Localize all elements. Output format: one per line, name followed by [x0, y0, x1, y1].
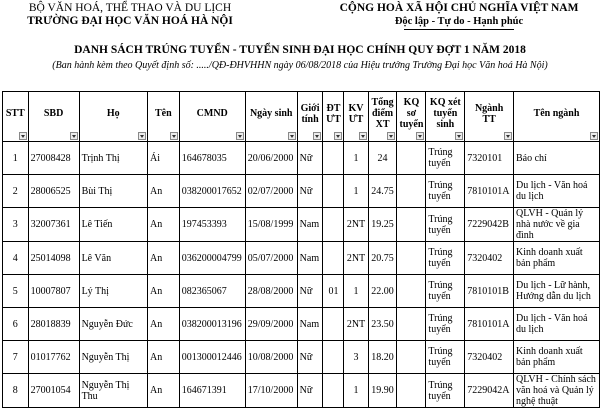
table-cell: [323, 341, 344, 374]
column-header: [179, 92, 245, 142]
table-cell: Nữ: [297, 341, 323, 374]
table-cell: 27001054: [28, 374, 79, 408]
document-title: DANH SÁCH TRÚNG TUYỂN - TUYỂN SINH ĐẠI HỌC CHÍNH QUY ĐỢT 1 NĂM 2018: [74, 44, 526, 56]
table-cell: An: [148, 175, 180, 208]
filter-dropdown-icon[interactable]: [313, 132, 321, 140]
table-cell: [397, 175, 426, 208]
column-header: [344, 92, 368, 142]
table-cell: 197453393: [179, 208, 245, 242]
table-cell: 28/08/2000: [245, 275, 297, 308]
table-cell: 15/08/1999: [245, 208, 297, 242]
table-cell: 19.25: [368, 208, 397, 242]
table-cell: Bùi Thị: [79, 175, 147, 208]
table-cell: Du lịch - Văn hoá du lịch: [514, 308, 600, 341]
table-cell: 7810101B: [465, 275, 514, 308]
table-cell: Báo chí: [514, 142, 600, 175]
table-cell: Nữ: [297, 175, 323, 208]
table-cell: 20.75: [368, 242, 397, 275]
table-cell: 001300012446: [179, 341, 245, 374]
table-cell: 1: [344, 374, 368, 408]
table-cell: 02/07/2000: [245, 175, 297, 208]
column-header-label: Ngành TT: [474, 102, 504, 125]
table-cell: [397, 374, 426, 408]
table-cell: QLVH - Quản lý nhà nước về gia đình: [514, 208, 600, 242]
table-cell: An: [148, 308, 180, 341]
table-cell: Trịnh Thị: [79, 142, 147, 175]
column-header-label: Tên: [155, 108, 172, 119]
table-cell: Lê Văn: [79, 242, 147, 275]
table-cell: 038200017652: [179, 175, 245, 208]
column-header-label: Họ: [106, 108, 120, 119]
filter-dropdown-icon[interactable]: [170, 132, 178, 140]
filter-dropdown-icon[interactable]: [416, 132, 424, 140]
table-cell: Nam: [297, 242, 323, 275]
table-cell: Nguyễn Đức: [79, 308, 147, 341]
table-cell: 5: [3, 275, 29, 308]
table-cell: 082365067: [179, 275, 245, 308]
column-header-label: KQ xét tuyển sinh: [429, 97, 461, 130]
column-header: [3, 92, 29, 142]
table-cell: Trúng tuyển: [426, 275, 465, 308]
table-cell: [397, 242, 426, 275]
table-cell: Ái: [148, 142, 180, 175]
admission-table: [2, 91, 600, 408]
school-name: TRƯỜNG ĐẠI HỌC VĂN HOÁ HÀ NỘI: [27, 15, 233, 27]
table-cell: 2NT: [344, 242, 368, 275]
table-cell: Kinh doanh xuất bản phẩm: [514, 341, 600, 374]
table-cell: 1: [344, 175, 368, 208]
table-cell: Trúng tuyển: [426, 142, 465, 175]
table-cell: Nữ: [297, 374, 323, 408]
table-cell: [397, 208, 426, 242]
column-header-label: SBD: [43, 108, 64, 119]
table-cell: 22.00: [368, 275, 397, 308]
table-row: [3, 175, 600, 208]
table-row: [3, 275, 600, 308]
table-cell: [323, 308, 344, 341]
column-header: [297, 92, 323, 142]
table-cell: 32007361: [28, 208, 79, 242]
table-cell: Trúng tuyển: [426, 208, 465, 242]
column-header: [28, 92, 79, 142]
table-cell: 3: [344, 341, 368, 374]
table-cell: 7320101: [465, 142, 514, 175]
table-cell: [397, 142, 426, 175]
column-header-label: KQ sơ tuyển: [399, 97, 424, 130]
table-cell: 164678035: [179, 142, 245, 175]
table-cell: 7810101A: [465, 175, 514, 208]
table-cell: 7: [3, 341, 29, 374]
table-cell: 164671391: [179, 374, 245, 408]
table-cell: [323, 374, 344, 408]
filter-dropdown-icon[interactable]: [504, 132, 512, 140]
table-row: [3, 341, 600, 374]
table-cell: Lê Tiến: [79, 208, 147, 242]
table-cell: 2NT: [344, 208, 368, 242]
table-cell: [397, 341, 426, 374]
table-row: [3, 242, 600, 275]
table-cell: 036200004799: [179, 242, 245, 275]
column-header-label: Ngày sinh: [249, 108, 293, 119]
table-cell: 1: [3, 142, 29, 175]
ministry-name: BỘ VĂN HOÁ, THỂ THAO VÀ DU LỊCH: [28, 2, 232, 14]
filter-dropdown-icon[interactable]: [590, 132, 598, 140]
table-cell: 29/09/2000: [245, 308, 297, 341]
table-cell: 10/08/2000: [245, 341, 297, 374]
table-cell: 01017762: [28, 341, 79, 374]
table-cell: An: [148, 374, 180, 408]
table-cell: 28018839: [28, 308, 79, 341]
table-cell: Nguyễn Thị: [79, 341, 147, 374]
national-motto: Độc lập - Tự do - Hạnh phúc: [394, 16, 524, 27]
column-header: [323, 92, 344, 142]
table-cell: 7320402: [465, 341, 514, 374]
table-cell: Trúng tuyển: [426, 341, 465, 374]
table-cell: [397, 275, 426, 308]
table-cell: An: [148, 275, 180, 308]
table-cell: Nữ: [297, 142, 323, 175]
column-header-label: Tổng điểm XT: [371, 97, 394, 130]
table-cell: Trúng tuyển: [426, 175, 465, 208]
column-header-label: STT: [5, 108, 25, 119]
column-header-label: Tên ngành: [533, 108, 580, 119]
table-row: [3, 374, 600, 408]
table-cell: 7320402: [465, 242, 514, 275]
column-header: [368, 92, 397, 142]
filter-dropdown-icon[interactable]: [236, 132, 244, 140]
table-cell: 7810101A: [465, 308, 514, 341]
table-cell: [323, 175, 344, 208]
filter-dropdown-icon[interactable]: [19, 132, 27, 140]
column-header: [397, 92, 426, 142]
country-name: CỘNG HOÀ XÃ HỘI CHỦ NGHĨA VIỆT NAM: [339, 2, 579, 14]
table-cell: [323, 208, 344, 242]
column-header: [426, 92, 465, 142]
table-cell: An: [148, 242, 180, 275]
motto-underline: [404, 29, 514, 30]
column-header-label: CMND: [196, 108, 228, 119]
table-cell: 05/07/2000: [245, 242, 297, 275]
table-cell: Nữ: [297, 275, 323, 308]
table-cell: 2: [3, 175, 29, 208]
table-cell: 27008428: [28, 142, 79, 175]
table-cell: 6: [3, 308, 29, 341]
table-cell: 1: [344, 275, 368, 308]
column-header: [148, 92, 180, 142]
filter-dropdown-icon[interactable]: [70, 132, 78, 140]
table-cell: 1: [344, 142, 368, 175]
document-subtitle: (Ban hành kèm theo Quyết định số: ...../QĐ-ĐHVHHN ngày 06/08/2018 của Hiệu trưởng Trường Đại học Văn hoá Hà Nội): [52, 60, 548, 71]
table-cell: Nam: [297, 308, 323, 341]
table-cell: Trúng tuyển: [426, 374, 465, 408]
table-cell: An: [148, 341, 180, 374]
table-cell: Du lịch - Văn hoá du lịch: [514, 175, 600, 208]
table-cell: 7229042A: [465, 374, 514, 408]
table-cell: Lý Thị: [79, 275, 147, 308]
table-cell: 10007807: [28, 275, 79, 308]
table-cell: 038200013196: [179, 308, 245, 341]
filter-dropdown-icon[interactable]: [288, 132, 296, 140]
table-cell: [323, 242, 344, 275]
table-cell: 3: [3, 208, 29, 242]
table-cell: 18.20: [368, 341, 397, 374]
table-cell: 24.75: [368, 175, 397, 208]
table-cell: 4: [3, 242, 29, 275]
table-cell: An: [148, 208, 180, 242]
table-cell: [323, 142, 344, 175]
filter-dropdown-icon[interactable]: [455, 132, 463, 140]
filter-dropdown-icon[interactable]: [387, 132, 395, 140]
table-cell: 24: [368, 142, 397, 175]
header-left: [0, 2, 260, 28]
header-right: [318, 2, 600, 30]
table-cell: 2NT: [344, 308, 368, 341]
table-cell: 7229042B: [465, 208, 514, 242]
table-cell: Nam: [297, 208, 323, 242]
filter-dropdown-icon[interactable]: [359, 132, 367, 140]
table-cell: 01: [323, 275, 344, 308]
table-cell: Trúng tuyển: [426, 242, 465, 275]
table-cell: 8: [3, 374, 29, 408]
table-header-row: [3, 92, 600, 142]
table-cell: Kinh doanh xuất bản phẩm: [514, 242, 600, 275]
column-header: [465, 92, 514, 142]
table-cell: 19.90: [368, 374, 397, 408]
table-cell: 25014098: [28, 242, 79, 275]
table-cell: 23.50: [368, 308, 397, 341]
filter-dropdown-icon[interactable]: [334, 132, 342, 140]
table-cell: 17/10/2000: [245, 374, 297, 408]
table-row: [3, 308, 600, 341]
column-header-label: Giới tính: [300, 102, 320, 125]
table-row: [3, 208, 600, 242]
table-cell: 20/06/2000: [245, 142, 297, 175]
column-header-label: KV ƯT: [348, 102, 364, 125]
column-header: [79, 92, 147, 142]
table-cell: 28006525: [28, 175, 79, 208]
table-cell: Trúng tuyển: [426, 308, 465, 341]
filter-dropdown-icon[interactable]: [138, 132, 146, 140]
table-cell: QLVH - Chính sách văn hoá và Quản lý nghệ thuật: [514, 374, 600, 408]
table-cell: [397, 308, 426, 341]
column-header: [245, 92, 297, 142]
table-row: [3, 142, 600, 175]
table-cell: Du lịch - Lữ hành, Hướng dẫn du lịch: [514, 275, 600, 308]
column-header: [514, 92, 600, 142]
table-cell: Nguyễn Thị Thu: [79, 374, 147, 408]
column-header-label: ĐT ƯT: [326, 102, 341, 125]
